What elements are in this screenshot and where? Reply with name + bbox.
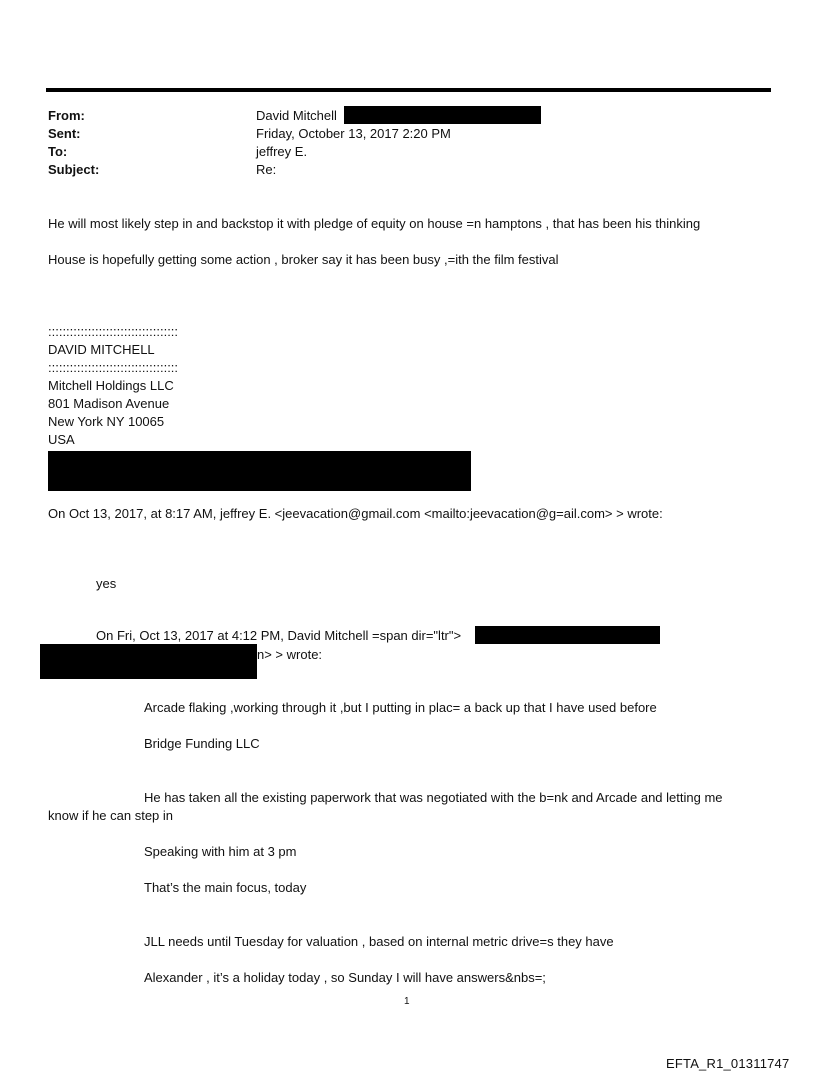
document-id: EFTA_R1_01311747	[666, 1056, 790, 1071]
redaction-signature-contact	[48, 451, 471, 491]
subject-label: Subject:	[48, 162, 100, 177]
to-value: jeffrey E.	[256, 144, 308, 159]
from-value: David Mitchell	[256, 108, 337, 123]
quoted-intro: On Oct 13, 2017, at 8:17 AM, jeffrey E. <jeevacation@gmail.com <mailto:jeevacation@g=ail.com> > wrote:	[48, 506, 663, 521]
redaction-quoted-email-2	[40, 644, 257, 679]
signature-address-1: 801 Madison Avenue	[48, 396, 170, 411]
quoted-paragraph-2: Bridge Funding LLC	[144, 736, 260, 751]
signature-address-2: New York NY 10065	[48, 414, 165, 429]
quoted-paragraph-6: JLL needs until Tuesday for valuation , based on internal metric drive=s they have	[144, 934, 614, 949]
quoted-paragraph-7: Alexander , it’s a holiday today , so Sunday I will have answers&nbs=;	[144, 970, 546, 985]
sent-label: Sent:	[48, 126, 81, 141]
quoted-intro-2-start: On Fri, Oct 13, 2017 at 4:12 PM, David Mitchell =span dir="ltr">	[96, 628, 462, 643]
quoted-paragraph-3a: He has taken all the existing paperwork that was negotiated with the b=nk and Arcade and letting me	[144, 790, 723, 805]
signature-dots-top: ::::::::::::::::::::::::::::::::::::	[48, 324, 179, 339]
message-line-1: He will most likely step in and backstop it with pledge of equity on house =n hamptons , that has been his thinking	[48, 216, 701, 231]
to-label: To:	[48, 144, 68, 159]
redaction-quoted-email	[475, 626, 660, 644]
redaction-from-email	[344, 106, 541, 124]
page-number: 1	[404, 996, 410, 1007]
sent-value: Friday, October 13, 2017 2:20 PM	[256, 126, 451, 141]
signature-company: Mitchell Holdings LLC	[48, 378, 174, 393]
from-label: From:	[48, 108, 85, 123]
quoted-paragraph-1: Arcade flaking ,working through it ,but I putting in plac= a back up that I have used before	[144, 700, 657, 715]
signature-country: USA	[48, 432, 75, 447]
signature-dots-bottom: ::::::::::::::::::::::::::::::::::::	[48, 360, 179, 375]
quoted-paragraph-5: That’s the main focus, today	[144, 880, 307, 895]
quoted-reply-yes: yes	[96, 576, 117, 591]
subject-value: Re:	[256, 162, 277, 177]
message-line-2: House is hopefully getting some action , broker say it has been busy ,=ith the film festival	[48, 252, 559, 267]
signature-name: DAVID MITCHELL	[48, 342, 155, 357]
quoted-paragraph-4: Speaking with him at 3 pm	[144, 844, 297, 859]
quoted-paragraph-3b: know if he can step in	[48, 808, 174, 823]
header-rule	[46, 88, 771, 92]
quoted-intro-2-end: n> > wrote:	[257, 647, 323, 662]
